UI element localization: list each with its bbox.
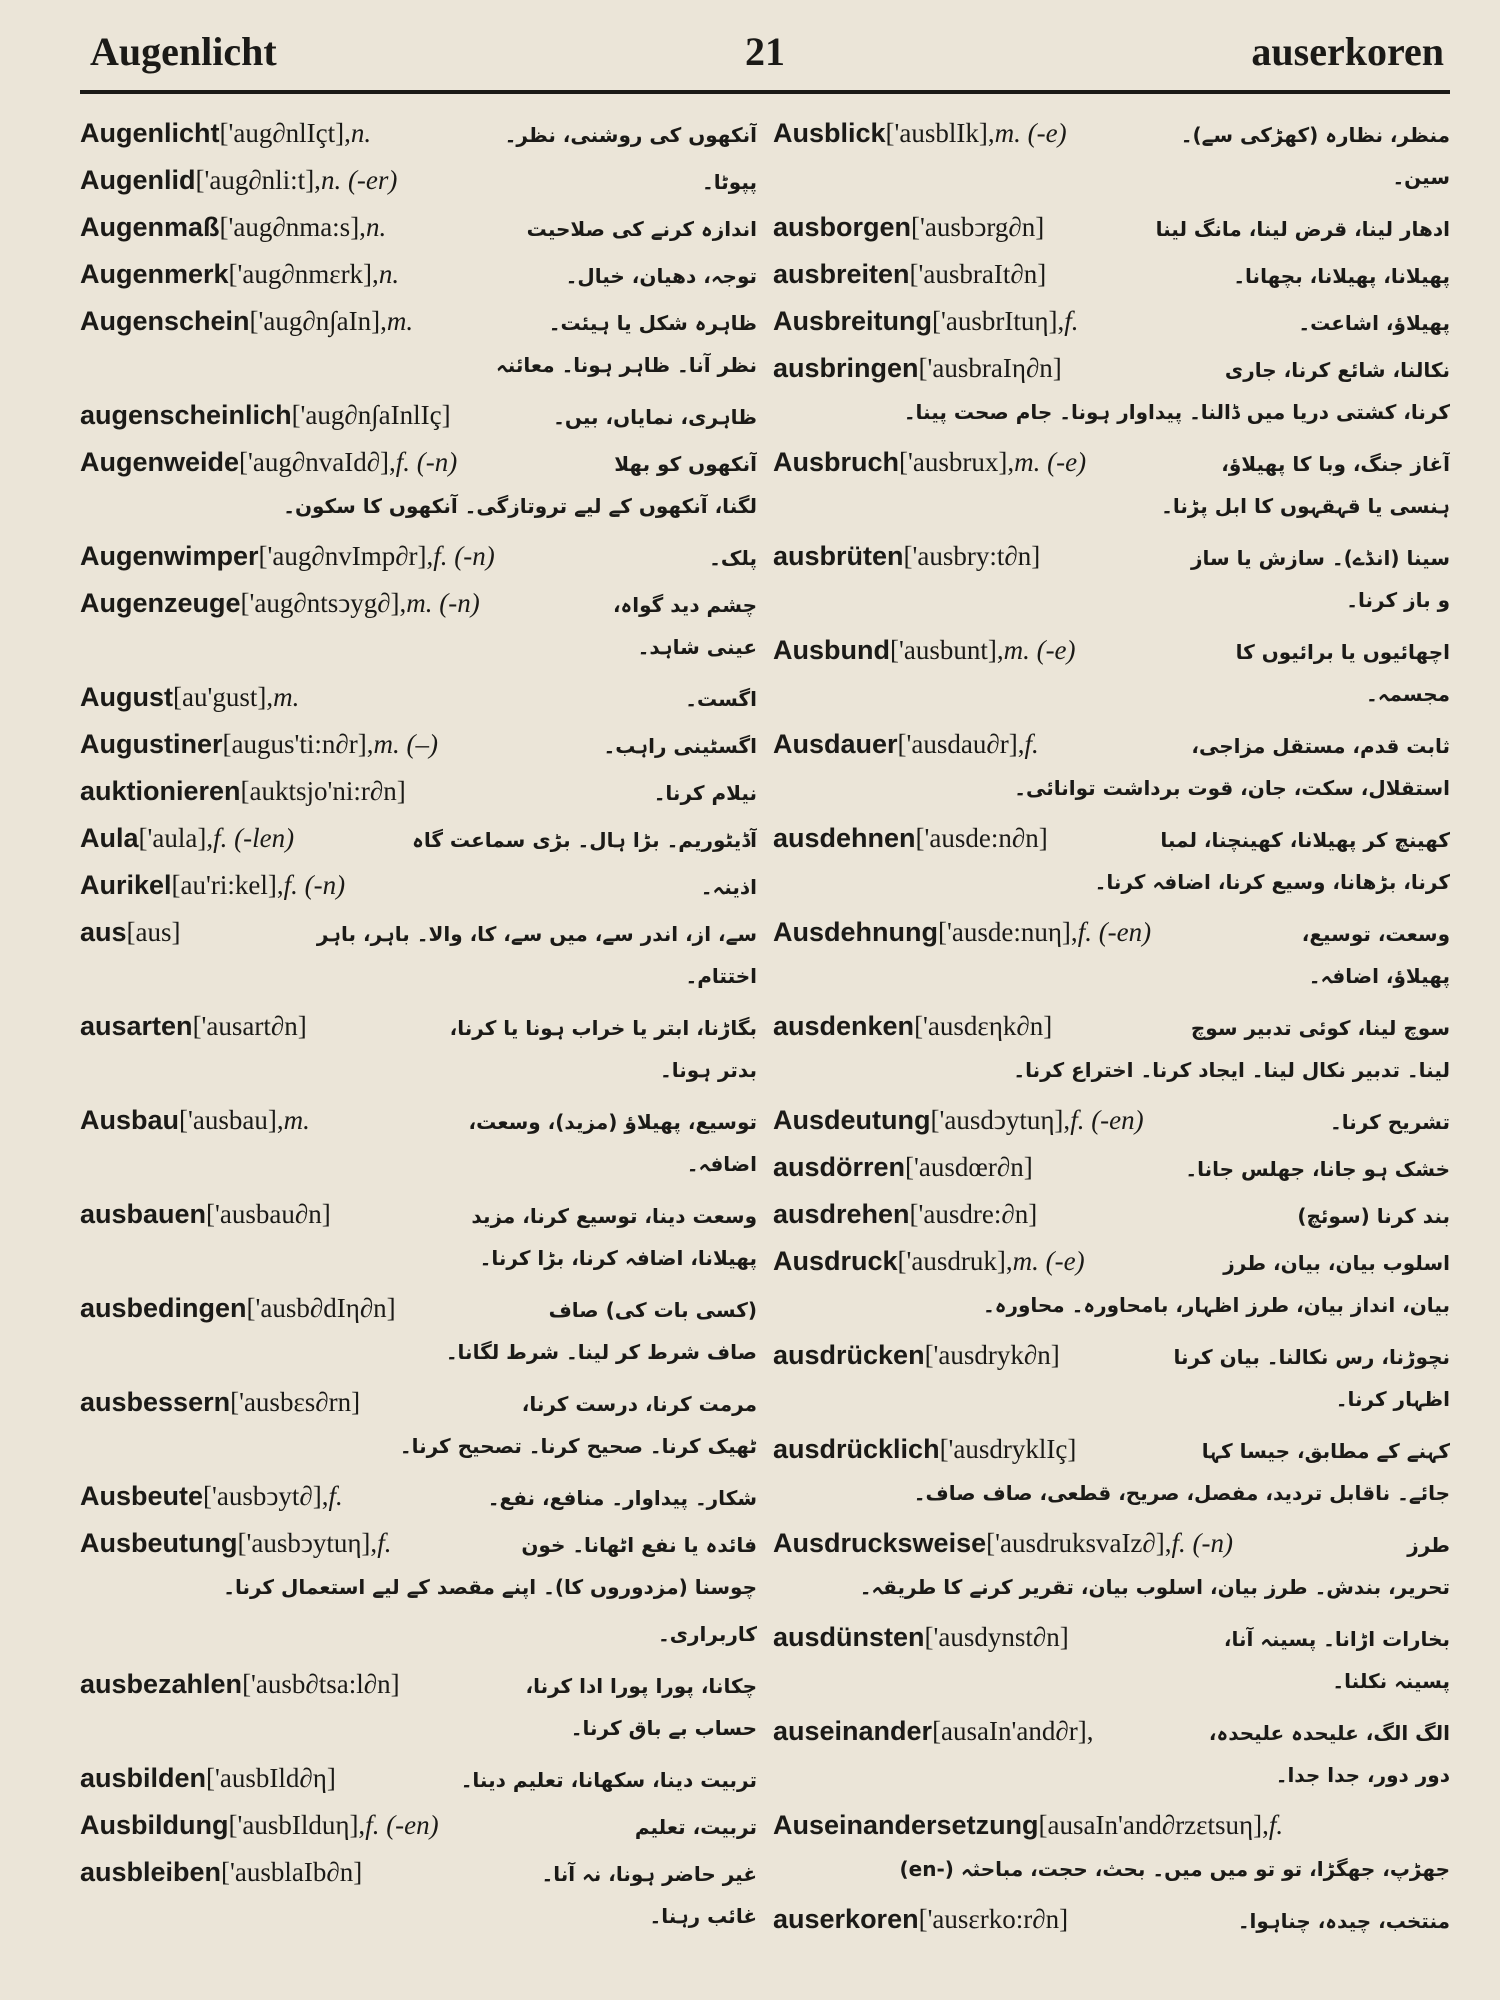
- urdu-definition: بگاڑنا، ابتر یا خراب ہونا یا کرنا،: [449, 1016, 757, 1040]
- grammar-info: m. (–): [373, 729, 438, 759]
- urdu-definition: کرنا، بڑھانا، وسیع کرنا، اضافہ کرنا۔: [1094, 870, 1450, 894]
- headword: ausbleiben: [80, 1857, 222, 1887]
- left-column: [80, 112, 757, 1945]
- urdu-definition: اظہار کرنا۔: [1335, 1387, 1450, 1411]
- entry-continuation: [80, 1428, 757, 1475]
- headword: Augenlid: [80, 165, 196, 195]
- urdu-definition: نیلام کرنا۔: [653, 781, 757, 805]
- dictionary-entry: [80, 864, 757, 911]
- headword: ausdrücklich: [773, 1434, 940, 1464]
- pronunciation: ['ausdœr∂n]: [905, 1152, 1033, 1182]
- dictionary-entry: [773, 347, 1450, 394]
- dictionary-entry: [80, 1804, 757, 1851]
- urdu-definition: وسعت دینا، توسیع کرنا، مزید: [471, 1204, 757, 1228]
- grammar-info: m. (-e): [1003, 635, 1076, 665]
- dictionary-entry: [80, 1287, 757, 1334]
- dictionary-entry: [80, 253, 757, 300]
- headword: ausbessern: [80, 1387, 231, 1417]
- urdu-definition: فائدہ یا نفع اٹھانا۔ خون: [521, 1533, 757, 1557]
- pronunciation: ['ausbry:t∂n]: [903, 541, 1041, 571]
- urdu-definition: پپوٹا۔: [702, 170, 757, 194]
- entry-continuation: [80, 488, 757, 535]
- guide-word-left: Augenlicht: [90, 29, 277, 74]
- headword: ausbezahlen: [80, 1669, 243, 1699]
- urdu-definition: کہنے کے مطابق، جیسا کہا: [1201, 1439, 1450, 1463]
- urdu-definition: منتخب، چیدہ، چناہوا۔: [1237, 1909, 1450, 1933]
- headword: Aula: [80, 823, 139, 853]
- headword: Ausbund: [773, 635, 890, 665]
- urdu-definition: و باز کرنا۔: [1346, 588, 1450, 612]
- urdu-definition: جائے۔ ناقابل تردید، مفصل، صریح، قطعی، صاف صاف۔: [913, 1481, 1450, 1505]
- headword: ausdörren: [773, 1152, 906, 1182]
- pronunciation: ['aug∂nmεrk],: [228, 259, 379, 289]
- entry-continuation: [773, 159, 1450, 206]
- urdu-definition: سینا (انڈے)۔ سازش یا ساز: [1191, 546, 1450, 570]
- urdu-definition: اضافہ۔: [686, 1152, 757, 1176]
- urdu-definition: پھیلاؤ، اشاعت۔: [1298, 311, 1450, 335]
- entry-continuation: [773, 394, 1450, 441]
- urdu-definition: آنکھوں کی روشنی، نظر۔: [504, 123, 757, 147]
- headword: Augustiner: [80, 729, 223, 759]
- pronunciation: ['ausbrItuη],: [932, 306, 1065, 336]
- headword: augenscheinlich: [80, 400, 292, 430]
- page-header: [80, 26, 1450, 94]
- entry-continuation: [773, 676, 1450, 723]
- headword: ausdenken: [773, 1011, 915, 1041]
- urdu-definition: صاف شرط کر لینا۔ شرط لگانا۔: [445, 1340, 757, 1364]
- headword: Aurikel: [80, 870, 172, 900]
- urdu-definition: تربیت، تعلیم: [634, 1815, 757, 1839]
- urdu-definition: منظر، نظارہ (کھڑکی سے)۔: [1180, 123, 1450, 147]
- pronunciation: [ausaIn'and∂rzεtsuη],: [1038, 1810, 1269, 1840]
- urdu-definition: بیان، انداز بیان، طرز اظہار، بامحاورہ۔ محاورہ۔: [983, 1293, 1450, 1317]
- urdu-definition: سوچ لینا، کوئی تدبیر سوچ: [1190, 1016, 1450, 1040]
- headword: ausbringen: [773, 353, 919, 383]
- urdu-definition: بخارات اڑانا۔ پسینہ آنا،: [1223, 1627, 1450, 1651]
- dictionary-entry: [773, 112, 1450, 159]
- headword: Ausbeutung: [80, 1528, 238, 1558]
- headword: Ausbeute: [80, 1481, 204, 1511]
- grammar-info: f.: [1064, 306, 1079, 336]
- pronunciation: [auktsjo'ni:r∂n]: [240, 776, 406, 806]
- headword: Ausblick: [773, 118, 886, 148]
- urdu-definition: نکالنا، شائع کرنا، جاری: [1224, 358, 1450, 382]
- entry-continuation: [80, 1052, 757, 1099]
- headword: Auseinandersetzung: [773, 1810, 1039, 1840]
- headword: Augenlicht: [80, 118, 220, 148]
- urdu-definition: نچوڑنا، رس نکالنا۔ بیان کرنا: [1173, 1345, 1450, 1369]
- pronunciation: ['aug∂nvaId∂],: [239, 447, 396, 477]
- urdu-definition: پھیلانا، پھیلانا، بچھانا۔: [1233, 264, 1450, 288]
- dictionary-entry: [80, 1475, 757, 1522]
- urdu-definition: ادھار لینا، قرض لینا، مانگ لینا: [1155, 217, 1450, 241]
- entry-continuation: [80, 1898, 757, 1945]
- urdu-definition: شکار۔ پیداوار۔ منافع، نفع۔: [487, 1486, 757, 1510]
- pronunciation: ['ausb∂tsa:l∂n]: [242, 1669, 400, 1699]
- grammar-info: f. (-n): [283, 870, 346, 900]
- headword: Augenweide: [80, 447, 240, 477]
- entry-continuation: [773, 1757, 1450, 1804]
- entry-continuation: [80, 1569, 757, 1616]
- headword: Augenschein: [80, 306, 250, 336]
- urdu-definition: جھڑپ، جھگڑا، تو تو میں میں۔ بحث، حجت، مباحثہ (-en): [899, 1857, 1450, 1881]
- dictionary-entry: [773, 1193, 1450, 1240]
- grammar-info: f. (-len): [213, 823, 295, 853]
- dictionary-entry: [80, 112, 757, 159]
- dictionary-entry: [773, 1804, 1450, 1851]
- urdu-definition: تربیت دینا، سکھانا، تعلیم دینا۔: [460, 1768, 757, 1792]
- headword: ausbauen: [80, 1199, 207, 1229]
- urdu-definition: ظاہری، نمایاں، بیں۔: [553, 405, 757, 429]
- urdu-definition: آڈیٹوریم۔ بڑا ہال۔ بڑی سماعت گاہ: [412, 828, 757, 852]
- grammar-info: m. (-e): [994, 118, 1067, 148]
- urdu-definition: غیر حاضر ہونا، نہ آنا۔: [541, 1862, 757, 1886]
- pronunciation: ['ausb∂dIη∂n]: [246, 1293, 396, 1323]
- dictionary-entry: [80, 1757, 757, 1804]
- headword: ausarten: [80, 1011, 193, 1041]
- dictionary-entry: [773, 817, 1450, 864]
- dictionary-entry: [80, 770, 757, 817]
- pronunciation: ['ausdre:∂n]: [909, 1199, 1038, 1229]
- dictionary-entry: [80, 159, 757, 206]
- dictionary-entry: [773, 1240, 1450, 1287]
- dictionary-entry: [80, 300, 757, 347]
- pronunciation: ['ausbau∂n]: [206, 1199, 331, 1229]
- headword: Ausdauer: [773, 729, 898, 759]
- pronunciation: ['aug∂nli:t],: [195, 165, 321, 195]
- grammar-info: m.: [283, 1105, 310, 1135]
- dictionary-entry: [80, 817, 757, 864]
- urdu-definition: غائب رہنا۔: [649, 1904, 757, 1928]
- pronunciation: ['ausdruksvaIz∂],: [986, 1528, 1172, 1558]
- urdu-definition: سین۔: [1392, 165, 1450, 189]
- grammar-info: m. (-e): [1012, 1246, 1085, 1276]
- right-column: [773, 112, 1450, 1945]
- grammar-info: m. (-n): [406, 588, 480, 618]
- pronunciation: [au'ri:kel],: [171, 870, 284, 900]
- headword: Ausdehnung: [773, 917, 938, 947]
- urdu-definition: مرمت کرنا، درست کرنا،: [521, 1392, 757, 1416]
- urdu-definition: ٹھیک کرنا۔ صحیح کرنا۔ تصحیح کرنا۔: [399, 1434, 757, 1458]
- urdu-definition: دور دور، جدا جدا۔: [1275, 1763, 1450, 1787]
- dictionary-entry: [773, 911, 1450, 958]
- dictionary-entry: [80, 1005, 757, 1052]
- dictionary-entry: [773, 535, 1450, 582]
- headword: ausdrehen: [773, 1199, 910, 1229]
- entry-continuation: [773, 488, 1450, 535]
- urdu-definition: اگسٹینی راہب۔: [603, 734, 757, 758]
- urdu-definition: پھیلانا، اضافہ کرنا، بڑا کرنا۔: [479, 1246, 757, 1270]
- dictionary-entry: [773, 1146, 1450, 1193]
- pronunciation: ['ausbIld∂η]: [206, 1763, 336, 1793]
- urdu-definition: اسلوب بیان، بیان، طرز: [1223, 1251, 1450, 1275]
- headword: Augenmaß: [80, 212, 220, 242]
- urdu-definition: طرز: [1407, 1533, 1450, 1557]
- pronunciation: [augus'ti:n∂r],: [222, 729, 374, 759]
- dictionary-entry: [773, 441, 1450, 488]
- entry-continuation: [773, 1851, 1450, 1898]
- dictionary-entry: [80, 1663, 757, 1710]
- dictionary-entry: [80, 676, 757, 723]
- pronunciation: ['aug∂ntsↄyg∂],: [240, 588, 407, 618]
- headword: Ausbruch: [773, 447, 900, 477]
- pronunciation: ['aula],: [138, 823, 214, 853]
- headword: ausbilden: [80, 1763, 207, 1793]
- pronunciation: ['ausde:nuη],: [937, 917, 1078, 947]
- urdu-definition: پھیلاؤ، اضافہ۔: [1308, 964, 1450, 988]
- urdu-definition: مجسمہ۔: [1366, 682, 1450, 706]
- urdu-definition: (کسی بات کی) صاف: [548, 1298, 757, 1322]
- grammar-info: n.: [378, 259, 400, 289]
- grammar-info: m. (-e): [1014, 447, 1087, 477]
- entry-continuation: [773, 1287, 1450, 1334]
- grammar-info: f.: [377, 1528, 392, 1558]
- dictionary-entry: [80, 1381, 757, 1428]
- pronunciation: ['ausde:n∂n]: [915, 823, 1048, 853]
- entry-continuation: [80, 958, 757, 1005]
- dictionary-entry: [773, 723, 1450, 770]
- urdu-definition: اختتام۔: [685, 964, 757, 988]
- dictionary-entry: [773, 1005, 1450, 1052]
- urdu-definition: نظر آنا۔ ظاہر ہونا۔ معائنہ: [496, 353, 757, 377]
- dictionary-entry: [80, 1851, 757, 1898]
- pronunciation: ['ausbraIη∂n]: [918, 353, 1062, 383]
- urdu-definition: توسیع، پھیلاؤ (مزید)، وسعت،: [468, 1110, 757, 1134]
- headword: auktionieren: [80, 776, 241, 806]
- entry-continuation: [773, 770, 1450, 817]
- pronunciation: ['ausbrux],: [899, 447, 1015, 477]
- pronunciation: ['ausdau∂r],: [897, 729, 1025, 759]
- pronunciation: ['aug∂nlIçt],: [219, 118, 351, 148]
- entry-continuation: [80, 1616, 757, 1663]
- grammar-info: f.: [1268, 1810, 1284, 1840]
- pronunciation: ['aug∂nma:s],: [219, 212, 366, 242]
- pronunciation: [aus]: [126, 917, 181, 947]
- grammar-info: n. (-er): [320, 165, 398, 195]
- dictionary-entry: [773, 1428, 1450, 1475]
- entry-continuation: [773, 958, 1450, 1005]
- dictionary-entry: [773, 300, 1450, 347]
- pronunciation: ['ausblIk],: [885, 118, 995, 148]
- dictionary-entry: [773, 1099, 1450, 1146]
- grammar-info: m.: [386, 306, 414, 336]
- headword: auserkoren: [773, 1904, 919, 1934]
- entry-continuation: [80, 347, 757, 394]
- pronunciation: ['ausbↄrg∂n]: [911, 212, 1045, 242]
- dictionary-entry: [80, 1099, 757, 1146]
- urdu-definition: حساب بے باق کرنا۔: [570, 1716, 757, 1740]
- dictionary-entry: [773, 253, 1450, 300]
- grammar-info: f. (-n): [395, 447, 458, 477]
- pronunciation: ['ausbraIt∂n]: [909, 259, 1047, 289]
- urdu-definition: چوسنا (مزدوروں کا)۔ اپنے مقصد کے لیے استعمال کرنا۔: [223, 1575, 757, 1599]
- dictionary-entry: [773, 206, 1450, 253]
- pronunciation: ['ausbau],: [179, 1105, 284, 1135]
- headword: Ausdrucksweise: [773, 1528, 987, 1558]
- urdu-definition: سے، از، اندر سے، میں سے، کا، والا۔ باہر، باہر: [316, 922, 757, 946]
- urdu-definition: کرنا، کشتی دریا میں ڈالنا۔ پیداوار ہونا۔ جام صحت پینا۔: [903, 400, 1450, 424]
- urdu-definition: لگنا، آنکھوں کے لیے تروتازگی۔ آنکھوں کا سکون۔: [283, 494, 757, 518]
- pronunciation: ['ausdruk],: [897, 1246, 1013, 1276]
- entry-continuation: [773, 1475, 1450, 1522]
- headword: ausborgen: [773, 212, 912, 242]
- urdu-definition: بند کرنا (سوئچ): [1297, 1204, 1450, 1228]
- urdu-definition: ظاہرہ شکل یا ہیئت۔: [548, 311, 757, 335]
- entry-columns: [80, 112, 1450, 1945]
- pronunciation: [au'gust],: [172, 682, 274, 712]
- headword: Augenmerk: [80, 259, 229, 289]
- pronunciation: ['ausbↄyt∂],: [203, 1481, 329, 1511]
- pronunciation: ['aug∂n∫aInlIç]: [291, 400, 451, 430]
- pronunciation: ['aug∂n∫aIn],: [249, 306, 387, 336]
- page-number: 21: [745, 29, 785, 74]
- entry-continuation: [80, 1240, 757, 1287]
- headword: ausbrüten: [773, 541, 904, 571]
- urdu-definition: خشک ہو جانا، جھلس جانا۔: [1185, 1157, 1450, 1181]
- grammar-info: f. (-en): [1070, 1105, 1144, 1135]
- urdu-definition: توجہ، دھیان، خیال۔: [565, 264, 757, 288]
- headword: August: [80, 682, 173, 712]
- headword: Augenwimper: [80, 541, 259, 571]
- urdu-definition: اگست۔: [685, 687, 757, 711]
- dictionary-entry: [80, 1522, 757, 1569]
- urdu-definition: آغاز جنگ، وبا کا پھیلاؤ،: [1221, 452, 1450, 476]
- grammar-info: n.: [365, 212, 387, 242]
- pronunciation: ['ausdynst∂n]: [924, 1622, 1069, 1652]
- grammar-info: n.: [350, 118, 372, 148]
- urdu-definition: اذینہ۔: [700, 875, 757, 899]
- urdu-definition: چکانا، پورا پورا ادا کرنا،: [525, 1674, 757, 1698]
- urdu-definition: ہنسی یا قہقہوں کا ابل پڑنا۔: [1161, 494, 1450, 518]
- urdu-definition: تحریر، بندش۔ طرز بیان، اسلوب بیان، تقریر کرنے کا طریقہ۔: [859, 1575, 1450, 1599]
- headword: Ausbreitung: [773, 306, 932, 336]
- headword: ausdünsten: [773, 1622, 925, 1652]
- entry-continuation: [773, 1052, 1450, 1099]
- entry-continuation: [773, 1381, 1450, 1428]
- urdu-definition: ثابت قدم، مستقل مزاجی،: [1191, 734, 1450, 758]
- urdu-definition: پلک۔: [709, 546, 757, 570]
- urdu-definition: الگ الگ، علیحدہ علیحدہ،: [1208, 1721, 1450, 1745]
- dictionary-entry: [80, 723, 757, 770]
- grammar-info: f. (-en): [365, 1810, 439, 1840]
- dictionary-entry: [80, 441, 757, 488]
- entry-continuation: [773, 1663, 1450, 1710]
- urdu-definition: استقلال، سکت، جان، قوت برداشت توانائی۔: [1014, 776, 1450, 800]
- grammar-info: f.: [1024, 729, 1039, 759]
- pronunciation: ['ausbↄytuη],: [237, 1528, 378, 1558]
- dictionary-entry: [773, 1710, 1450, 1757]
- headword: ausbedingen: [80, 1293, 247, 1323]
- urdu-definition: تشریح کرنا۔: [1330, 1110, 1450, 1134]
- pronunciation: ['ausdεηk∂n]: [914, 1011, 1053, 1041]
- pronunciation: ['ausbunt],: [889, 635, 1004, 665]
- dictionary-entry: [773, 1898, 1450, 1945]
- entry-continuation: [80, 629, 757, 676]
- entry-continuation: [80, 1146, 757, 1193]
- dictionary-entry: [773, 1334, 1450, 1381]
- dictionary-entry: [773, 1522, 1450, 1569]
- headword: Augenzeuge: [80, 588, 241, 618]
- grammar-info: f. (-n): [1171, 1528, 1233, 1558]
- entry-continuation: [80, 1334, 757, 1381]
- urdu-definition: لینا۔ تدبیر نکال لینا۔ ایجاد کرنا۔ اختراع کرنا۔: [1013, 1058, 1450, 1082]
- headword: ausbreiten: [773, 259, 910, 289]
- pronunciation: ['ausdryklIç]: [939, 1434, 1077, 1464]
- urdu-definition: کھینچ کر پھیلانا، کھینچنا، لمبا: [1160, 828, 1450, 852]
- urdu-definition: چشم دید گواہ،: [612, 593, 757, 617]
- headword: ausdrücken: [773, 1340, 925, 1370]
- dictionary-entry: [773, 629, 1450, 676]
- headword: aus: [80, 917, 127, 947]
- grammar-info: m.: [273, 682, 300, 712]
- entry-continuation: [773, 582, 1450, 629]
- headword: Ausdruck: [773, 1246, 898, 1276]
- pronunciation: ['ausart∂n]: [192, 1011, 307, 1041]
- headword: Ausbildung: [80, 1810, 229, 1840]
- entry-continuation: [80, 1710, 757, 1757]
- headword: Ausbau: [80, 1105, 180, 1135]
- urdu-definition: اندازہ کرنے کی صلاحیت: [526, 217, 757, 241]
- urdu-definition: آنکھوں کو بھلا: [614, 452, 757, 476]
- dictionary-entry: [80, 206, 757, 253]
- urdu-definition: وسعت، توسیع،: [1301, 922, 1450, 946]
- urdu-definition: عینی شاہد۔: [637, 635, 757, 659]
- pronunciation: ['ausbIlduη],: [228, 1810, 366, 1840]
- pronunciation: [ausaIn'and∂r],: [932, 1716, 1094, 1746]
- urdu-definition: اچھائیوں یا برائیوں کا: [1235, 640, 1450, 664]
- dictionary-entry: [80, 911, 757, 958]
- headword: ausdehnen: [773, 823, 916, 853]
- grammar-info: f.: [328, 1481, 343, 1511]
- pronunciation: ['ausdↄytuη],: [930, 1105, 1071, 1135]
- dictionary-entry: [773, 1616, 1450, 1663]
- urdu-definition: پسینہ نکلنا۔: [1332, 1669, 1450, 1693]
- grammar-info: f. (-n): [433, 541, 495, 571]
- grammar-info: f. (-en): [1077, 917, 1152, 947]
- dictionary-entry: [80, 535, 757, 582]
- entry-continuation: [773, 1569, 1450, 1616]
- urdu-definition: کاربراری۔: [657, 1622, 757, 1646]
- entry-continuation: [773, 864, 1450, 911]
- pronunciation: ['aug∂nvImp∂r],: [258, 541, 434, 571]
- headword: auseinander: [773, 1716, 933, 1746]
- guide-word-right: auserkoren: [1251, 29, 1444, 74]
- dictionary-entry: [80, 394, 757, 441]
- pronunciation: ['ausdryk∂n]: [924, 1340, 1060, 1370]
- dictionary-entry: [80, 1193, 757, 1240]
- dictionary-entry: [80, 582, 757, 629]
- headword: Ausdeutung: [773, 1105, 931, 1135]
- pronunciation: ['ausεrko:r∂n]: [918, 1904, 1069, 1934]
- pronunciation: ['ausbεs∂rn]: [230, 1387, 361, 1417]
- urdu-definition: بدتر ہونا۔: [660, 1058, 757, 1082]
- pronunciation: ['ausblaIb∂n]: [221, 1857, 363, 1887]
